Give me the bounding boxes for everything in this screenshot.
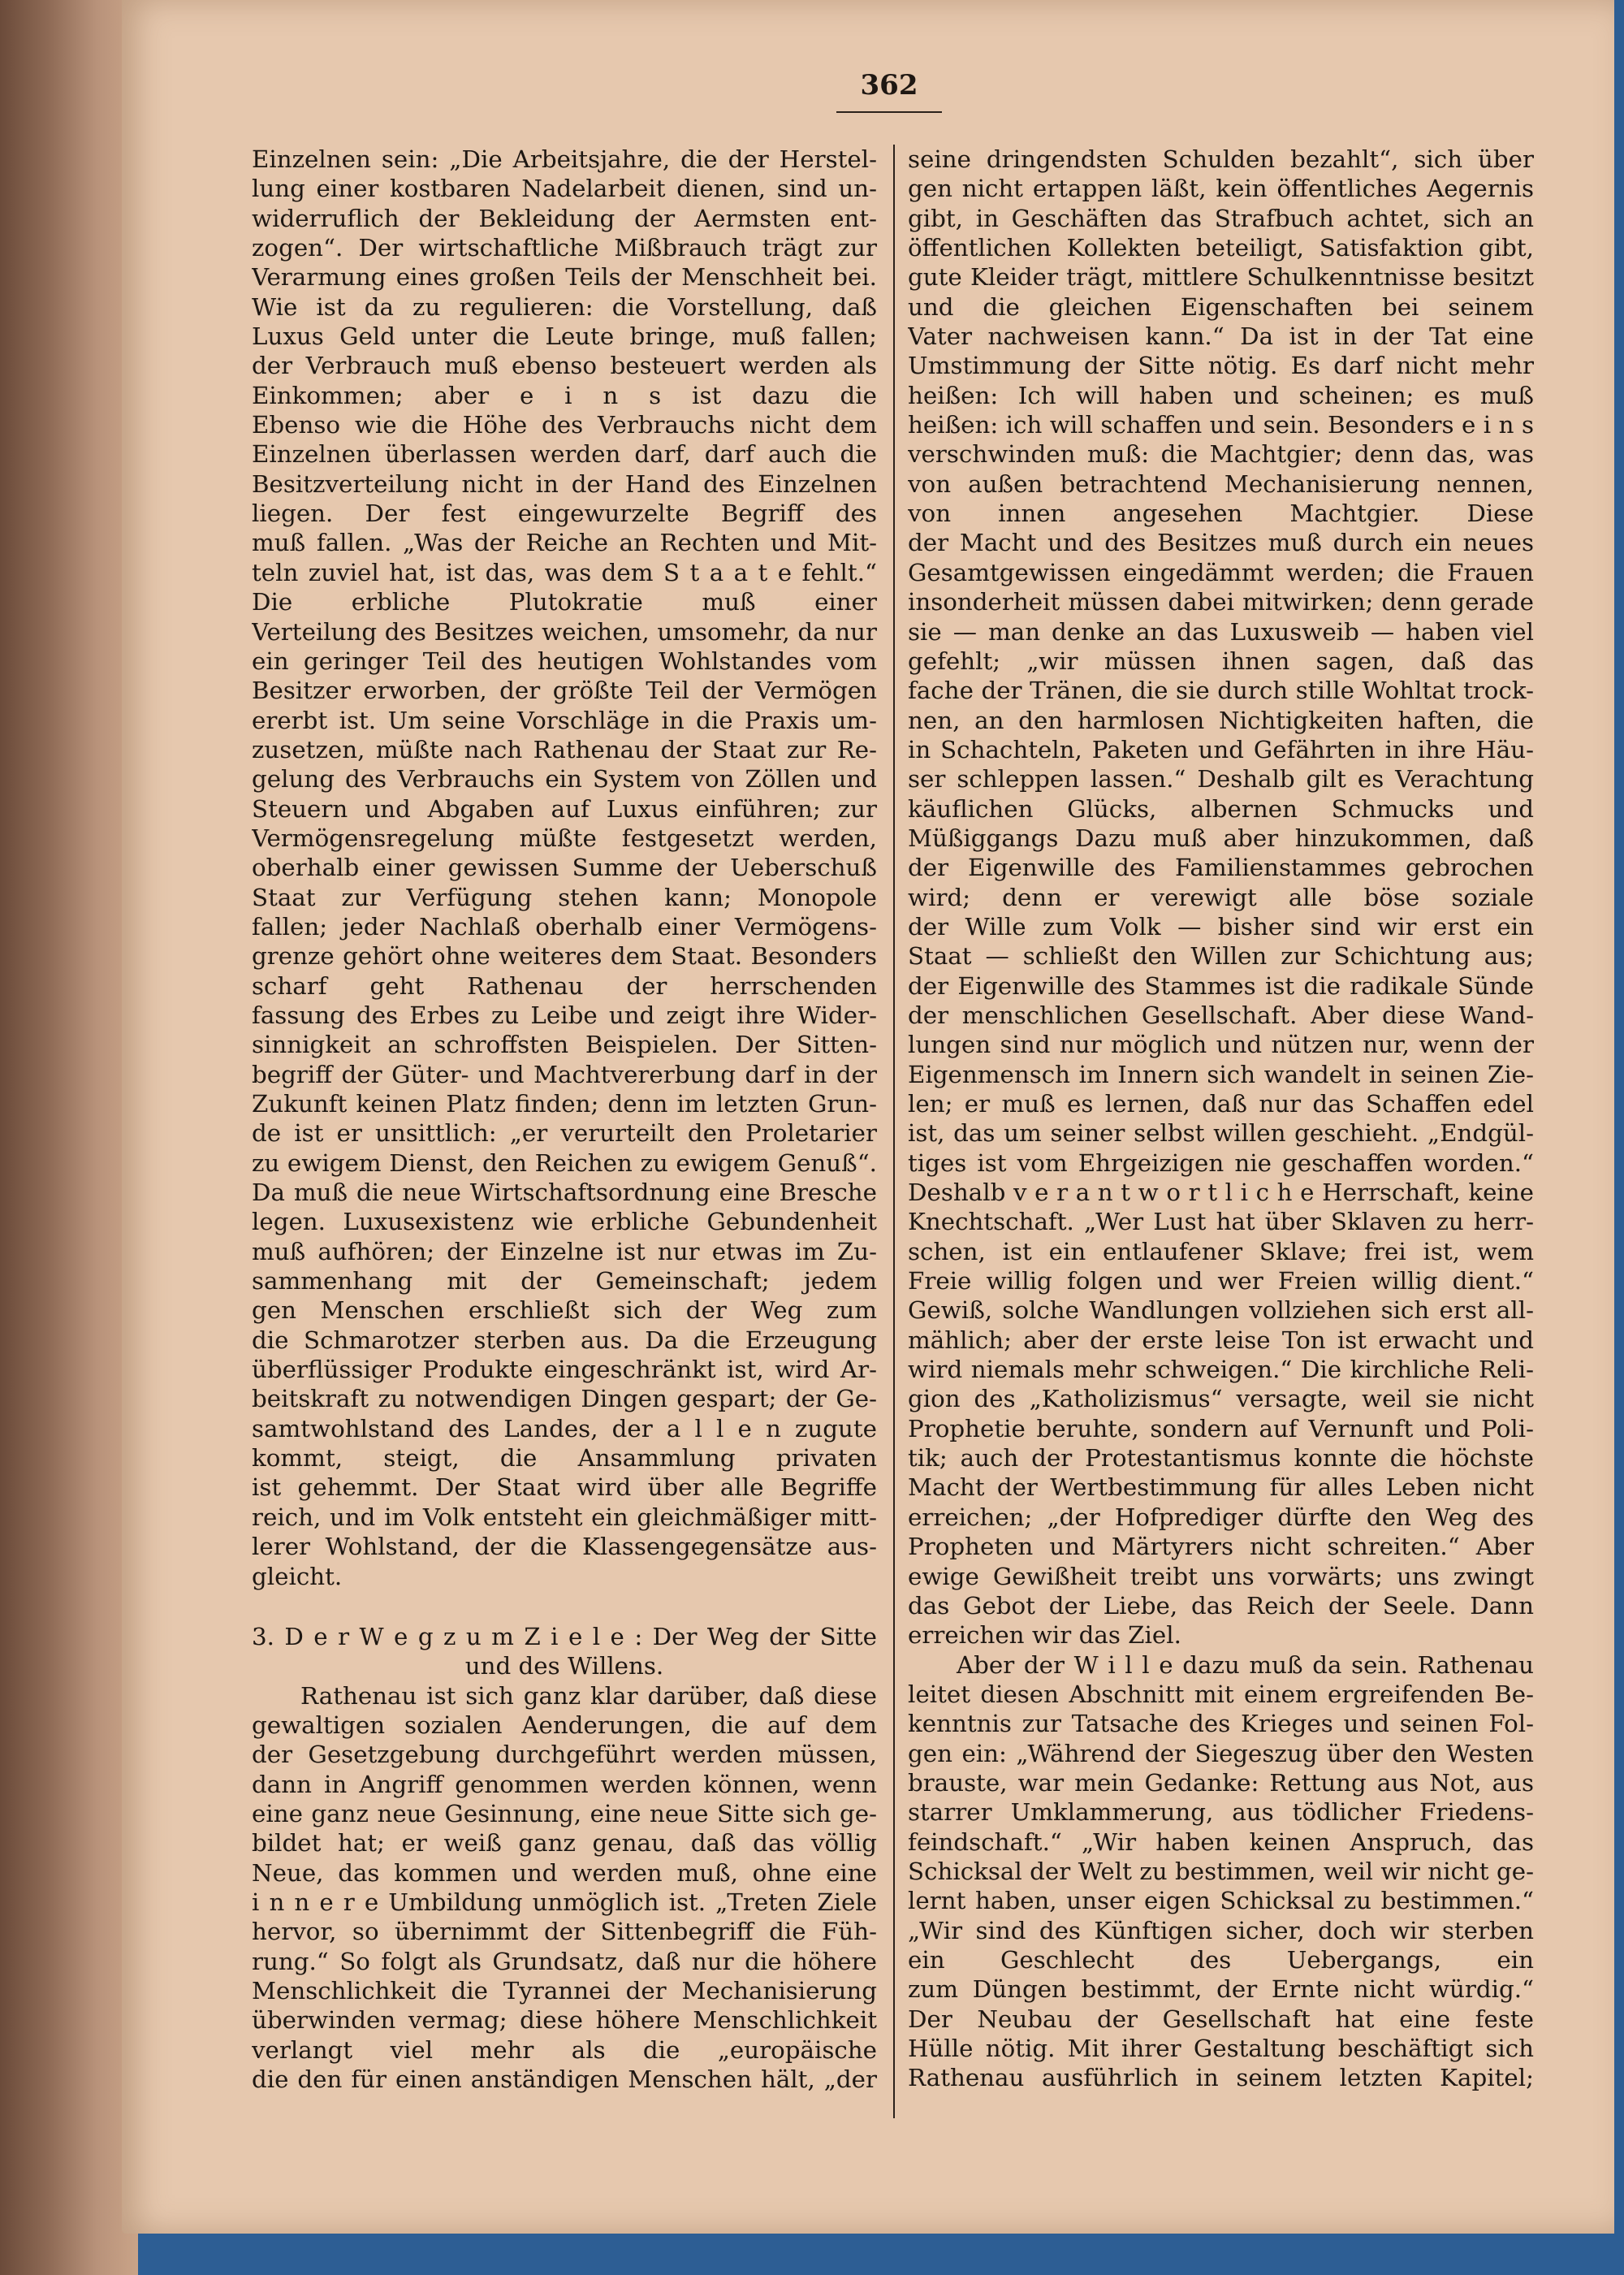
text-line: zu ewigem Dienst, den Reichen zu ewigem Genuß“. — [252, 1148, 877, 1177]
text-line: Verarmung eines großen Teils der Menschheit bei. — [252, 263, 877, 292]
text-line: Luxus Geld unter die Leute bringe, muß fallen; — [252, 322, 877, 351]
text-line: in Schachteln, Paketen und Gefährten in ihre Häu- — [908, 735, 1534, 763]
text-line: Freie willig folgen und wer Freien willig dient.“ — [908, 1267, 1534, 1295]
text-line: Staat — schließt den Willen zur Schichtung aus; — [908, 942, 1534, 971]
text-line: seine dringendsten Schulden bezahlt“, sich über — [908, 145, 1534, 173]
text-line: kenntnis zur Tatsache des Krieges und seinen Fol- — [908, 1710, 1534, 1738]
text-line: dann in Angriff genommen werden können, wenn — [252, 1770, 877, 1798]
text-line: eine ganz neue Gesinnung, eine neue Sitte sich ge- — [252, 1799, 877, 1827]
text-line: Eigenmensch im Innern sich wandelt in seinen Zie- — [908, 1060, 1534, 1088]
text-line: rung.“ So folgt als Grundsatz, daß nur die höhere — [252, 1947, 877, 1975]
text-line: gleicht. — [252, 1562, 343, 1590]
text-line: widerruflich der Bekleidung der Aermsten ent- — [252, 204, 877, 232]
text-line: Vermögensregelung müßte festgesetzt werden, — [252, 824, 877, 852]
text-line: heißen: Ich will haben und scheinen; es muß — [908, 381, 1534, 409]
text-line: überwinden vermag; diese höhere Menschlichkeit — [252, 2006, 877, 2035]
text-line: Die erbliche Plutokratie muß einer — [252, 588, 877, 616]
text-line: Besitzer erworben, der größte Teil der Vermögen — [252, 677, 877, 705]
text-line: gion des „Katholizismus“ versagte, weil sie nicht — [908, 1385, 1534, 1413]
right-text-column — [908, 145, 1534, 2093]
text-line: die den für einen anständigen Menschen hält, „der — [252, 2065, 877, 2093]
text-line: Steuern und Abgaben auf Luxus einführen; zur — [252, 794, 877, 823]
text-line: „Wir sind des Künftigen sicher, doch wir sterben — [908, 1916, 1534, 1944]
text-line: tiges ist vom Ehrgeizigen nie geschaffen worden.“ — [908, 1148, 1534, 1177]
text-line: gelung des Verbrauchs ein System von Zöllen und — [252, 765, 877, 794]
text-line: gefehlt; „wir müssen ihnen sagen, daß das — [908, 647, 1534, 675]
text-line: hervor, so übernimmt der Sittenbegriff die Füh- — [252, 1918, 877, 1946]
text-line: von außen betrachtend Mechanisierung nennen, — [908, 469, 1534, 498]
text-line: Umstimmung der Sitte nötig. Es darf nicht mehr — [908, 352, 1534, 380]
text-line: Deshalb v e r a n t w o r t l i c h e Herrschaft, keine — [908, 1179, 1534, 1207]
text-line: ein geringer Teil des heutigen Wohlstandes vom — [252, 647, 877, 675]
text-line: Da muß die neue Wirtschaftsordnung eine Bresche — [252, 1179, 877, 1207]
text-line: heißen: ich will schaffen und sein. Besonders e i n s — [908, 411, 1534, 439]
text-line: der Eigenwille des Familienstammes gebrochen — [908, 854, 1534, 882]
text-line: Schicksal der Welt zu bestimmen, weil wir nicht ge- — [908, 1857, 1534, 1885]
text-line: der Eigenwille des Stammes ist die radikale Sünde — [908, 971, 1534, 1000]
text-line: muß fallen. „Was der Reiche an Rechten und Mit- — [252, 529, 877, 557]
text-line: schen, ist ein entlaufener Sklave; frei ist, wem — [908, 1237, 1534, 1265]
text-line: gen Menschen erschließt sich der Weg zum — [252, 1296, 877, 1325]
text-line: der Verbrauch muß ebenso besteuert werden als — [252, 352, 877, 380]
text-line: wird; denn er verewigt alle böse soziale — [908, 883, 1534, 911]
text-line: Einzelnen sein: „Die Arbeitsjahre, die der Herstel- — [252, 145, 877, 173]
text-line: sie — man denke an das Luxusweib — haben viel — [908, 617, 1534, 646]
text-line: Neue, das kommen und werden muß, ohne eine — [252, 1858, 877, 1887]
text-line: Vater nachweisen kann.“ Da ist in der Tat eine — [908, 322, 1534, 351]
text-line: käuflichen Glücks, albernen Schmucks und — [908, 794, 1534, 823]
text-line: ewige Gewißheit treibt uns vorwärts; uns zwingt — [908, 1562, 1534, 1590]
text-line: reich, und im Volk entsteht ein gleichmäßiger mitt- — [252, 1503, 877, 1531]
text-line: der Gesetzgebung durchgeführt werden müssen, — [252, 1741, 877, 1769]
text-line: leitet diesen Abschnitt mit einem ergreifenden Be- — [908, 1680, 1534, 1708]
text-line: ser schleppen lassen.“ Deshalb gilt es Verachtung — [908, 765, 1534, 794]
text-line: Müßiggangs Dazu muß aber hinzukommen, daß — [908, 824, 1534, 852]
text-line: bildet hat; er weiß ganz genau, daß das völlig — [252, 1829, 877, 1858]
text-line: Hülle nötig. Mit ihrer Gestaltung beschäftigt sich — [908, 2035, 1534, 2062]
text-line: de ist er unsittlich: „er verurteilt den Proletarier — [252, 1119, 877, 1148]
text-line: fassung des Erbes zu Leibe und zeigt ihre Wider- — [252, 1001, 877, 1029]
text-line: tik; auch der Protestantismus konnte die höchste — [908, 1444, 1534, 1473]
paragraph-spacer — [252, 1591, 877, 1622]
text-line: 3. D e r W e g z u m Z i e l e : Der Weg der Sitte — [252, 1622, 877, 1650]
text-line: zum Düngen bestimmt, der Ernte nicht würdig.“ — [908, 1975, 1534, 2004]
text-line: Knechtschaft. „Wer Lust hat über Sklaven zu herr- — [908, 1208, 1534, 1236]
text-line: sinnigkeit an schroffsten Beispielen. Der Sitten- — [252, 1031, 877, 1059]
text-line: Einkommen; aber e i n s ist dazu die — [252, 381, 877, 409]
text-line: samtwohlstand des Landes, der a l l e n zugute — [252, 1414, 877, 1442]
text-line: überflüssiger Produkte eingeschränkt ist, wird Ar- — [252, 1356, 877, 1384]
text-line: gen nicht ertappen läßt, kein öffentliches Aegernis — [908, 175, 1534, 203]
text-line: gibt, in Geschäften das Strafbuch achtet, sich an — [908, 204, 1534, 232]
text-line: len; er muß es lernen, daß nur das Schaffen edel — [908, 1090, 1534, 1118]
text-line: Ebenso wie die Höhe des Verbrauchs nicht dem — [252, 411, 877, 439]
text-line: und die gleichen Eigenschaften bei seinem — [908, 292, 1534, 321]
text-line: nen, an den harmlosen Nichtigkeiten haften, die — [908, 706, 1534, 734]
text-line: muß aufhören; der Einzelne ist nur etwas im Zu- — [252, 1237, 877, 1265]
text-line: brauste, war mein Gedanke: Rettung aus Not, aus — [908, 1768, 1534, 1797]
text-line: der Wille zum Volk — bisher sind wir erst ein — [908, 912, 1534, 941]
text-line: mählich; aber der erste leise Ton ist erwacht und — [908, 1326, 1534, 1354]
text-line: Rathenau ausführlich in seinem letzten Kapitel; — [908, 2064, 1534, 2092]
text-line: Zukunft keinen Platz finden; denn im letzten Grun- — [252, 1090, 877, 1118]
text-line: Gewiß, solche Wandlungen vollziehen sich erst all- — [908, 1296, 1534, 1325]
text-line: liegen. Der fest eingewurzelte Begriff des — [252, 500, 877, 528]
page-number: 362 — [836, 69, 942, 113]
text-line: oberhalb einer gewissen Summe der Ueberschuß — [252, 854, 877, 882]
text-line: fallen; jeder Nachlaß oberhalb einer Vermögens- — [252, 912, 877, 941]
text-line: ist, das um seiner selbst willen geschieht. „Endgül- — [908, 1119, 1534, 1148]
text-line: zogen“. Der wirtschaftliche Mißbrauch trägt zur — [252, 234, 877, 262]
text-line: Prophetie beruhte, sondern auf Vernunft und Poli- — [908, 1414, 1534, 1442]
text-line: begriff der Güter- und Machtvererbung darf in der — [252, 1060, 877, 1088]
text-line: gen ein: „Während der Siegeszug über den Westen — [908, 1739, 1534, 1767]
text-line: Propheten und Märtyrers nicht schreiten.“ Aber — [908, 1533, 1534, 1561]
text-line: lungen sind nur möglich und nützen nur, wenn der — [908, 1031, 1534, 1059]
text-line: scharf geht Rathenau der herrschenden — [252, 971, 877, 1000]
text-line: erreichen wir das Ziel. — [908, 1621, 1181, 1650]
text-line: lerer Wohlstand, der die Klassengegensätze aus- — [252, 1533, 877, 1561]
text-line: wird niemals mehr schweigen.“ Die kirchliche Reli- — [908, 1356, 1534, 1384]
text-line: Wie ist da zu regulieren: die Vorstellung, daß — [252, 292, 877, 321]
text-line: gute Kleider trägt, mittlere Schulkenntnisse besitzt — [908, 263, 1534, 292]
text-line: verschwinden muß: die Machtgier; denn das, was — [908, 440, 1534, 469]
text-line: starrer Umklammerung, aus tödlicher Friedens- — [908, 1798, 1534, 1827]
text-line: teln zuviel hat, ist das, was dem S t a a t e fehlt.“ — [252, 558, 877, 586]
text-line: fache der Tränen, die sie durch stille Wohltat trock- — [908, 677, 1534, 705]
text-line: legen. Luxusexistenz wie erbliche Gebundenheit — [252, 1208, 877, 1236]
text-line: die Schmarotzer sterben aus. Da die Erzeugung — [252, 1326, 877, 1354]
text-line: öffentlichen Kollekten beteiligt, Satisfaktion gibt, — [908, 234, 1534, 262]
text-line: Einzelnen überlassen werden darf, darf auch die — [252, 440, 877, 469]
text-line: erreichen; „der Hofprediger dürfte den Weg des — [908, 1503, 1534, 1531]
text-line: der menschlichen Gesellschaft. Aber diese Wand- — [908, 1001, 1534, 1029]
left-text-column — [252, 145, 877, 2094]
text-line: ererbt ist. Um seine Vorschläge in die Praxis um- — [252, 706, 877, 734]
text-line: und des Willens. — [464, 1652, 664, 1680]
text-line: feindschaft.“ „Wir haben keinen Anspruch, das — [908, 1827, 1534, 1856]
text-line: Staat zur Verfügung stehen kann; Monopole — [252, 883, 877, 911]
text-line: Besitzverteilung nicht in der Hand des Einzelnen — [252, 469, 877, 498]
text-line: Gesamtgewissen eingedämmt werden; die Frauen — [908, 558, 1534, 586]
text-line: Aber der W i l l e dazu muß da sein. Rathenau — [957, 1650, 1534, 1679]
book-spine-edge — [0, 0, 138, 2275]
text-line: ist gehemmt. Der Staat wird über alle Begriffe — [252, 1473, 877, 1502]
text-line: kommt, steigt, die Ansammlung privaten — [252, 1444, 877, 1473]
text-line: beitskraft zu notwendigen Dingen gespart; der Ge- — [252, 1385, 877, 1413]
text-line: zusetzen, müßte nach Rathenau der Staat zur Re- — [252, 735, 877, 763]
text-line: ein Geschlecht des Uebergangs, ein — [908, 1945, 1534, 1974]
column-divider — [893, 145, 895, 2118]
text-line: insonderheit müssen dabei mitwirken; denn gerade — [908, 588, 1534, 616]
text-line: lernt haben, unser eigen Schicksal zu bestimmen.“ — [908, 1887, 1534, 1915]
text-line: sammenhang mit der Gemeinschaft; jedem — [252, 1267, 877, 1295]
text-line: gewaltigen sozialen Aenderungen, die auf dem — [252, 1711, 877, 1739]
text-line: das Gebot der Liebe, das Reich der Seele. Dann — [908, 1591, 1534, 1620]
text-line: Verteilung des Besitzes weichen, umsomehr, da nur — [252, 617, 877, 646]
text-line: lung einer kostbaren Nadelarbeit dienen, sind un- — [252, 175, 877, 203]
text-line: grenze gehört ohne weiteres dem Staat. Besonders — [252, 942, 877, 971]
text-line: Rathenau ist sich ganz klar darüber, daß diese — [300, 1681, 877, 1710]
text-line: Der Neubau der Gesellschaft hat eine feste — [908, 2005, 1534, 2033]
text-line: Menschlichkeit die Tyrannei der Mechanisierung — [252, 1976, 877, 2005]
text-line: i n n e r e Umbildung unmöglich ist. „Treten Ziele — [252, 1888, 877, 1916]
text-line: der Macht und des Besitzes muß durch ein neues — [908, 529, 1534, 557]
text-line: Macht der Wertbestimmung für alles Leben nicht — [908, 1473, 1534, 1502]
text-line: von innen angesehen Machtgier. Diese — [908, 500, 1534, 528]
text-line: verlangt viel mehr als die „europäische — [252, 2035, 877, 2064]
